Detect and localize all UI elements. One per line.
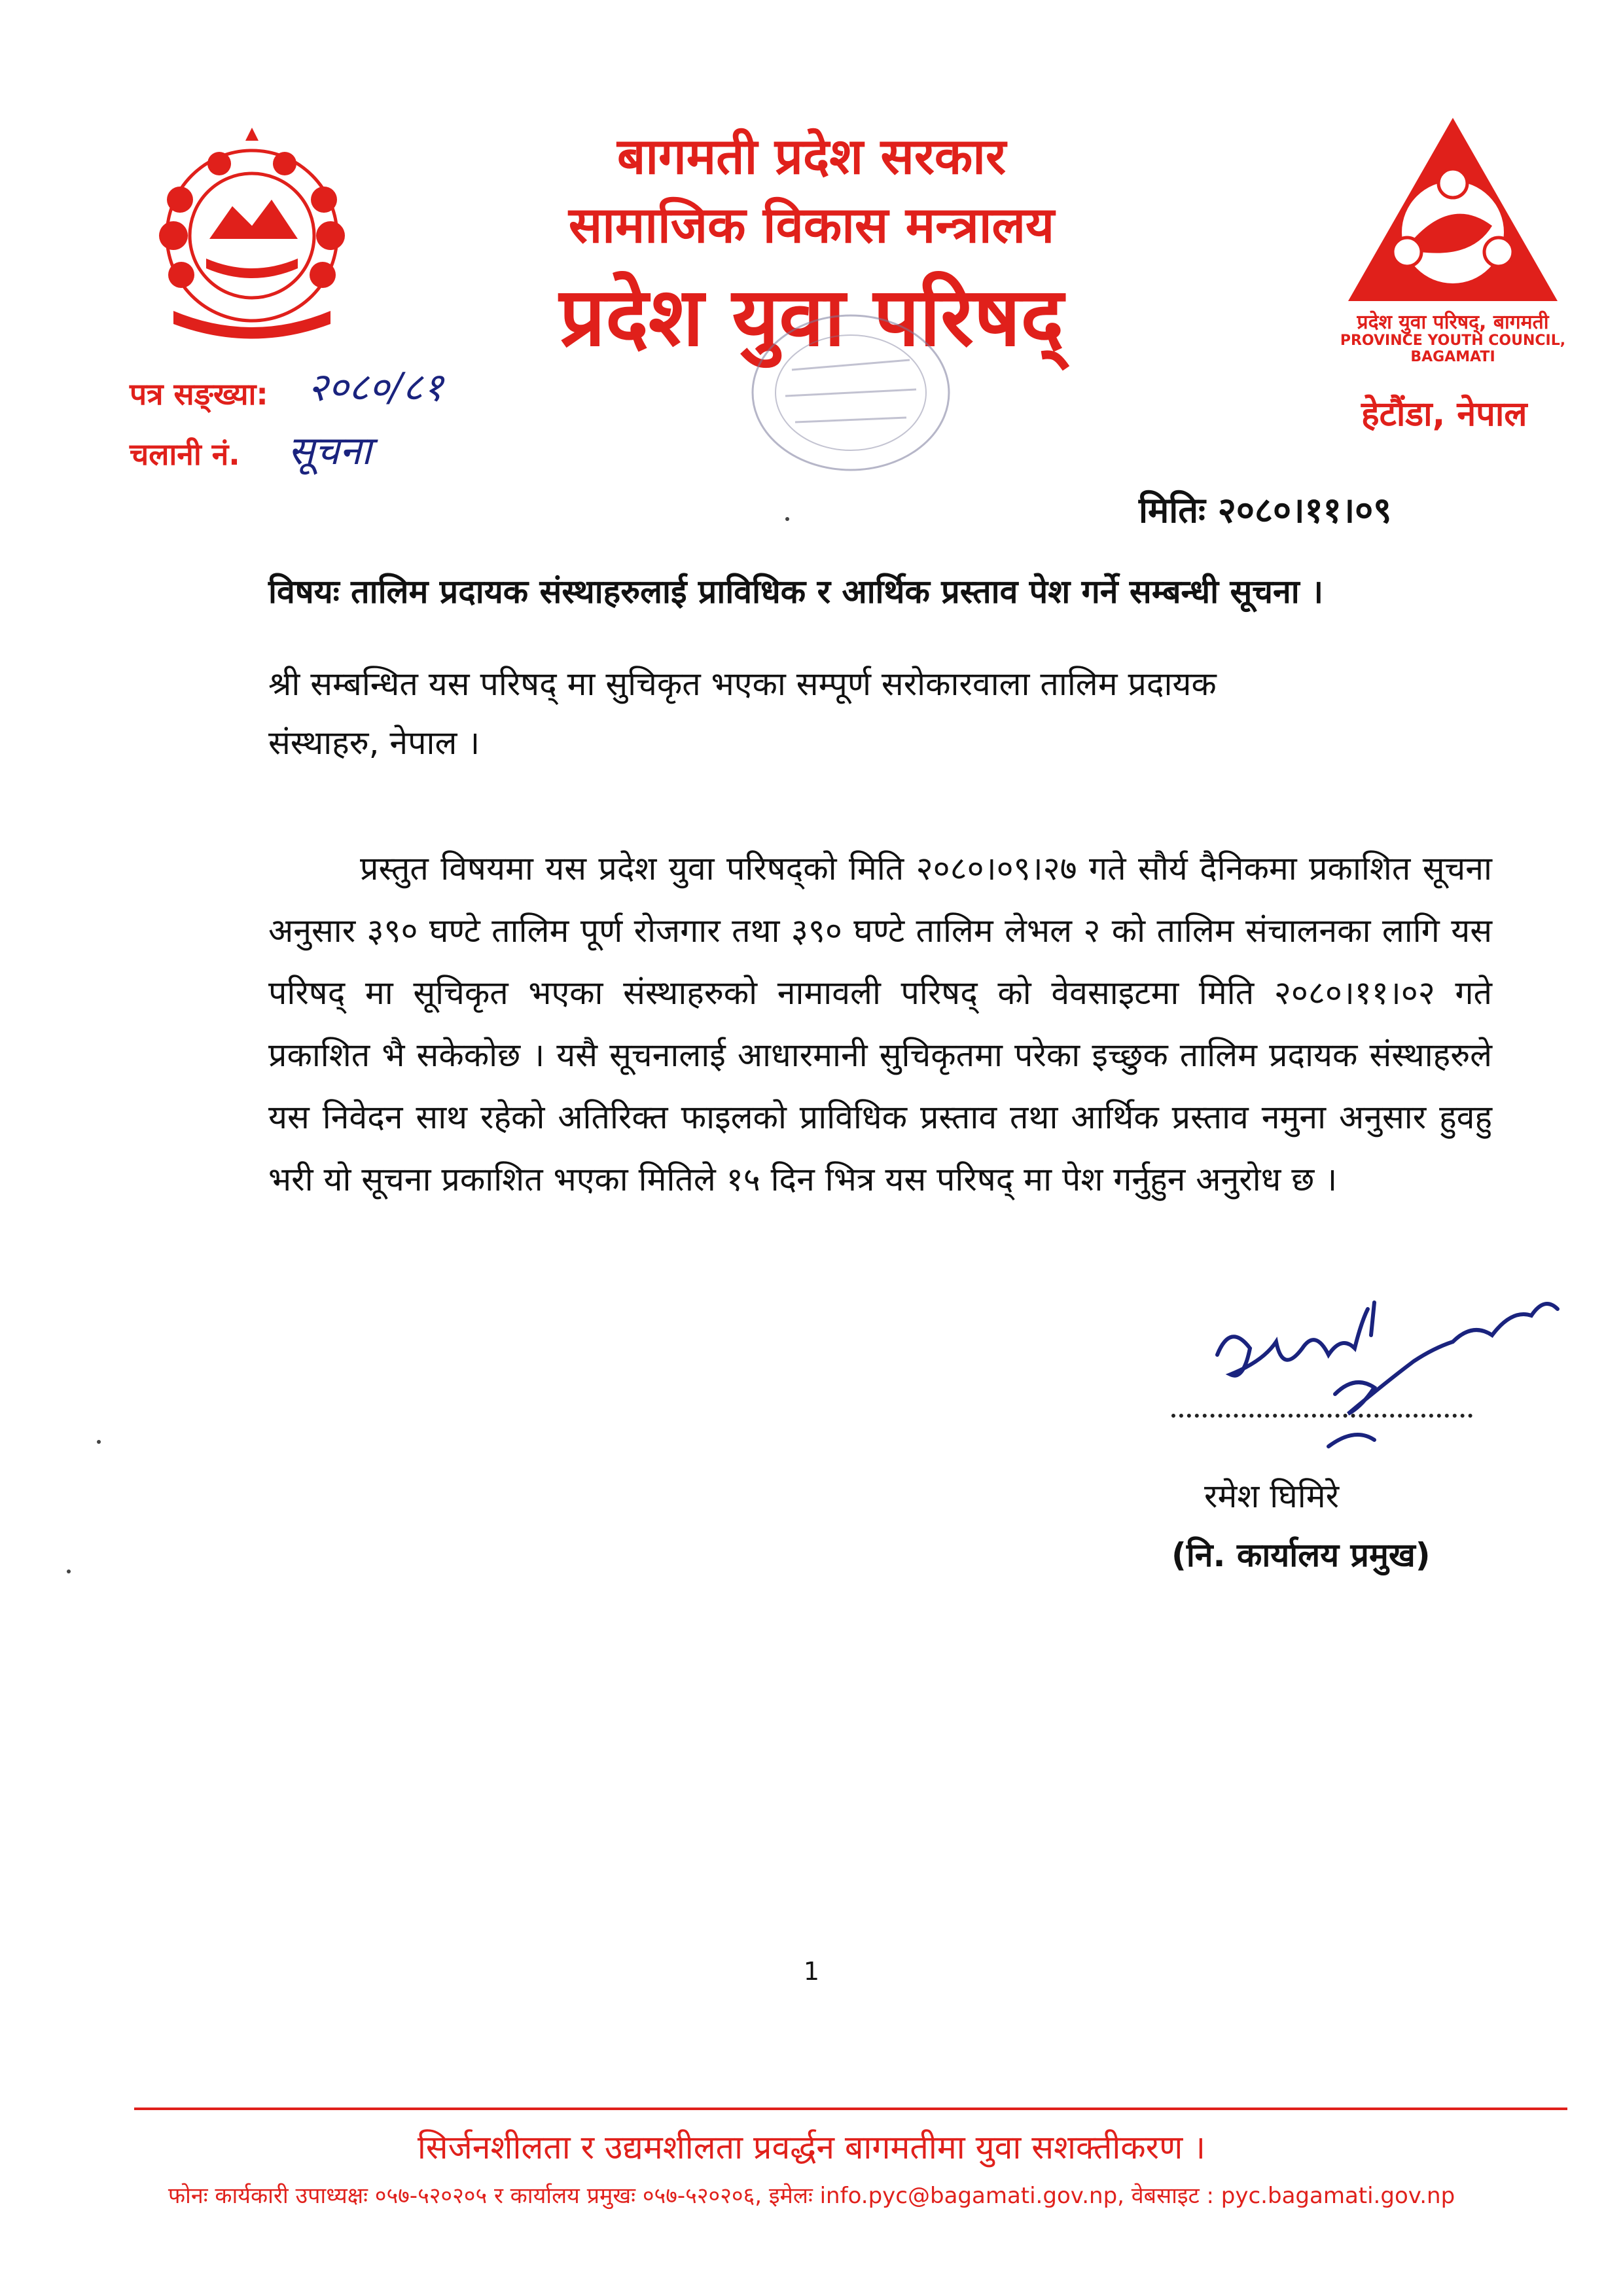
- scan-speck: [67, 1570, 71, 1573]
- signer-name: रमेश घिमिरे: [1204, 1477, 1340, 1515]
- letter-number-value: २०८०/८१: [308, 365, 444, 410]
- letter-subject: विषयः तालिम प्रदायक संस्थाहरुलाई प्राविधिक र आर्थिक प्रस्ताव पेश गर्ने सम्बन्धी सूचना ।: [268, 573, 1324, 611]
- letter-date: मितिः २०८०।११।०९: [1139, 490, 1392, 531]
- scan-speck: [97, 1440, 101, 1444]
- letter-body: प्रस्तुत विषयमा यस प्रदेश युवा परिषद्को मिति २०८०।०९।२७ गते सौर्य दैनिकमा प्रकाशित सूचना अनुसार ३९० घण्टे तालिम पूर्ण रोजगार तथा ३९० घण्टे तालिम लेभल २ को तालिम संचालनका लागि यस परिषद् मा सूचिकृत भएका संस्थाहरुको नामावली परिषद् को वेवसाइटमा मिति २०८०।११।०२ गते प्रकाशित भै सकेकोछ । यसै सूचनालाई आधारमानी सुचिकृतमा परेका इच्छुक तालिम प्रदायक संस्थाहरुले यस निवेदन साथ रहेको अतिरिक्त फाइलको प्राविधिक प्रस्ताव तथा आर्थिक प्रस्ताव नमुना अनुसार हुवहु भरी यो सूचना प्रकाशित भएका मितिले १५ दिन भित्र यस परिषद् मा पेश गर्नुहुन अनुरोध छ ।: [268, 850, 1492, 1198]
- addressee-line-1: श्री सम्बन्धित यस परिषद् मा सुचिकृत भएका सम्पूर्ण सरोकारवाला तालिम प्रदायक: [268, 665, 1217, 703]
- page-number: 1: [803, 1957, 820, 1986]
- dispatch-number-value: सूचना: [288, 428, 372, 474]
- signature-line: [1171, 1414, 1472, 1418]
- footer-contact: फोनः कार्यकारी उपाध्यक्षः ०५७-५२०२०५ र कार्यालय प्रमुखः ०५७-५२०२०६, इमेलः info.pyc@bagamati.gov.np, वेबसाइट : pyc.bagamati.gov.np: [168, 2183, 1455, 2209]
- signer-title: (नि. कार्यालय प्रमुख): [1171, 1536, 1431, 1574]
- handwritten-signature-icon: [1204, 1283, 1571, 1479]
- office-location: हेटौंडा, नेपाल: [1361, 395, 1527, 434]
- addressee-block: [268, 655, 1381, 772]
- logo-caption-english: PROVINCE YOUTH COUNCIL, BAGAMATI: [1340, 332, 1566, 365]
- government-title: बागमती प्रदेश सरकार: [616, 127, 1007, 185]
- logo-caption-nepali: प्रदेश युवा परिषद्, बागमती: [1357, 311, 1549, 334]
- youth-council-logo-icon: [1342, 111, 1564, 308]
- footer-divider: [134, 2108, 1567, 2110]
- council-title: प्रदेश युवा परिषद्: [559, 270, 1064, 365]
- letter-number-label: पत्र सङ्ख्या:: [130, 376, 268, 412]
- office-stamp-icon: [746, 308, 955, 478]
- addressee-line-2: संस्थाहरु, नेपाल ।: [268, 724, 480, 762]
- scan-speck: [785, 517, 789, 521]
- ministry-title: सामाजिक विकास मन्त्रालय: [568, 196, 1055, 254]
- footer-slogan: सिर्जनशीलता र उद्यमशीलता प्रवर्द्धन बागमतीमा युवा सशक्तीकरण ।: [417, 2128, 1206, 2166]
- dispatch-number-label: चलानी नं.: [130, 437, 240, 472]
